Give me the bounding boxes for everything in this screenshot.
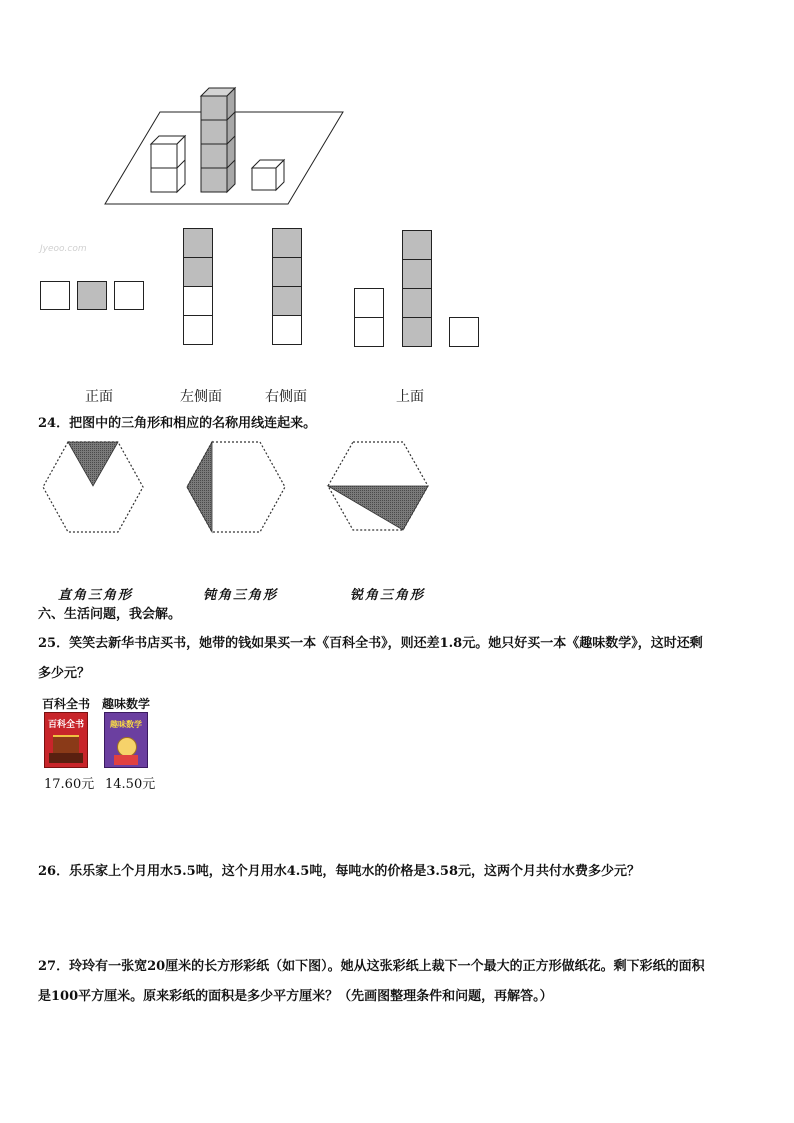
top-view-square bbox=[354, 317, 384, 347]
book-cover-text: 趣味数学 bbox=[110, 720, 142, 729]
book-cover-fun-math bbox=[104, 712, 148, 768]
price-encyclopedia: 17.60元 bbox=[44, 777, 95, 792]
left-view-square bbox=[183, 257, 213, 287]
top-view-square bbox=[402, 230, 432, 260]
left-view-label: 左侧面 bbox=[180, 389, 222, 405]
top-view-square bbox=[402, 317, 432, 347]
triangle-name-obtuse: 钝角三角形 bbox=[203, 588, 279, 603]
top-view-square bbox=[402, 259, 432, 289]
cube-stack-figure bbox=[100, 80, 350, 210]
question-25-line1: 25．笑笑去新华书店买书，她带的钱如果买一本《百科全书》，则还差1.8元。她只好买一本《趣味数学》，这时还剩 bbox=[38, 636, 703, 651]
front-view-square bbox=[77, 281, 107, 310]
left-view-square bbox=[183, 315, 213, 345]
left-view-square bbox=[183, 228, 213, 258]
book-title-encyclopedia: 百科全书 bbox=[42, 697, 91, 711]
question-25-line2: 多少元？ bbox=[38, 666, 91, 681]
top-view-square bbox=[449, 317, 479, 347]
left-view-square bbox=[183, 286, 213, 316]
watermark: Jyeoo.com bbox=[40, 244, 87, 254]
triangle-name-acute: 锐角三角形 bbox=[350, 588, 426, 603]
question-26: 26．乐乐家上个月用水5.5吨，这个月用水4.5吨，每吨水的价格是3.58元，这两个月共付水费多少元？ bbox=[38, 864, 640, 879]
right-view-square bbox=[272, 286, 302, 316]
price-fun-math: 14.50元 bbox=[105, 777, 156, 792]
top-view-square bbox=[354, 288, 384, 318]
question-24: 24．把图中的三角形和相应的名称用线连起来。 bbox=[38, 416, 317, 431]
question-27-line1: 27．玲玲有一张宽20厘米的长方形彩纸（如下图）。她从这张彩纸上裁下一个最大的正方形做纸花。剩下彩纸的面积 bbox=[38, 959, 705, 974]
section-6-heading: 六、生活问题，我会解。 bbox=[38, 607, 182, 622]
book-cover-text: 百科全书 bbox=[47, 720, 84, 730]
front-view-label: 正面 bbox=[85, 389, 113, 405]
front-view-square bbox=[114, 281, 144, 310]
right-view-square bbox=[272, 315, 302, 345]
front-view-square bbox=[40, 281, 70, 310]
right-view-label: 右侧面 bbox=[265, 389, 307, 405]
book-title-fun-math: 趣味数学 bbox=[102, 697, 151, 711]
triangle-name-right: 直角三角形 bbox=[58, 588, 134, 603]
question-27-line2: 是100平方厘米。原来彩纸的面积是多少平方厘米？（先画图整理条件和问题，再解答。） bbox=[38, 989, 553, 1004]
right-view-square bbox=[272, 257, 302, 287]
hexagon-figures bbox=[40, 440, 440, 535]
top-view-square bbox=[402, 288, 432, 318]
right-view-square bbox=[272, 228, 302, 258]
book-cover-encyclopedia bbox=[44, 712, 88, 768]
top-view-label: 上面 bbox=[396, 389, 424, 405]
